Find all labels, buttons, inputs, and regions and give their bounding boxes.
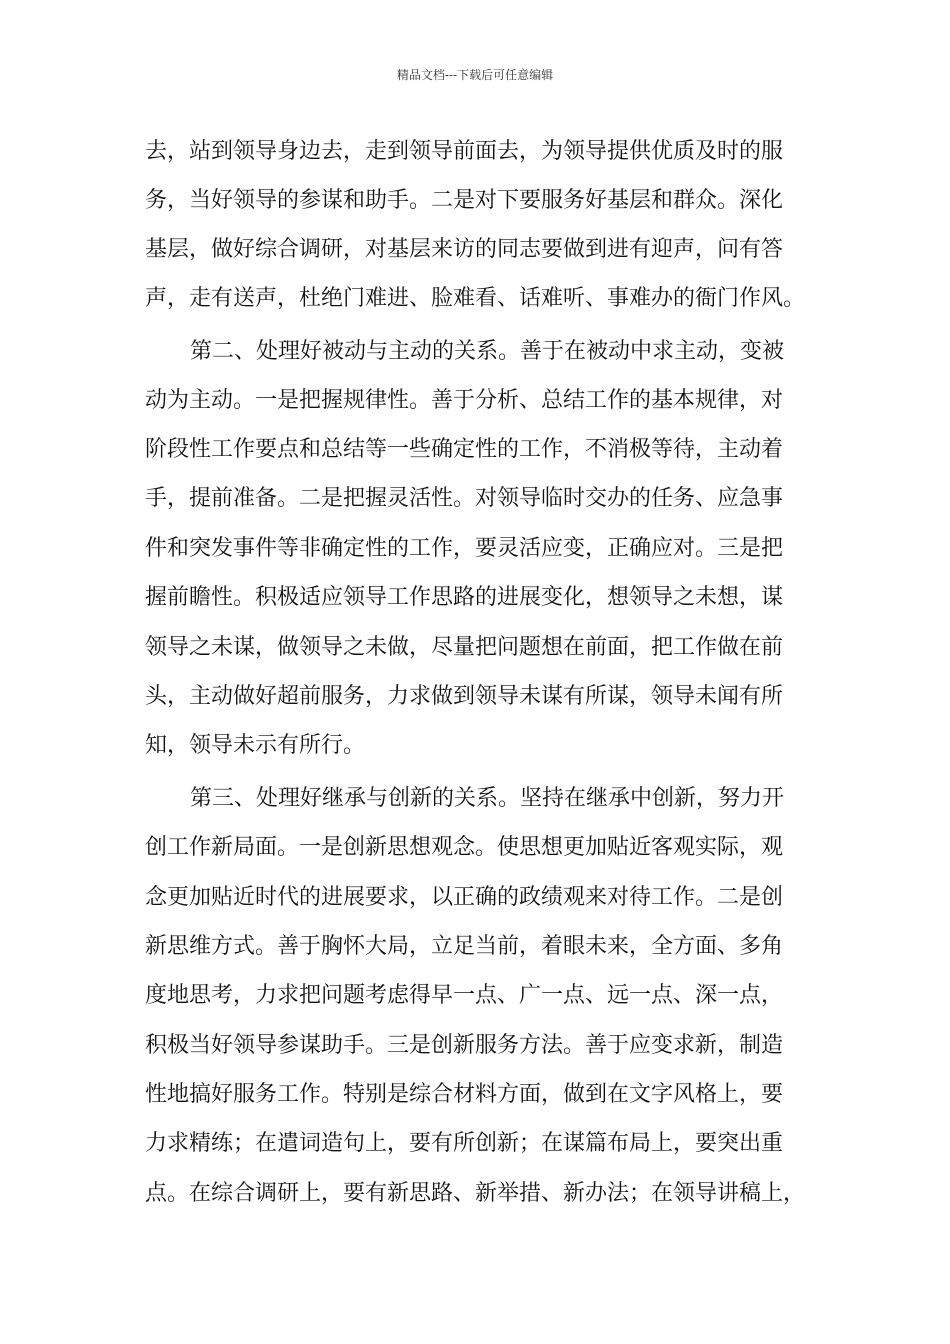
text-line: 动为主动。一是把握规律性。善于分析、总结工作的基本规律，对 xyxy=(145,388,784,413)
page-header: 精品文档---下载后可任意编辑 xyxy=(396,68,554,82)
text-line: 性地搞好服务工作。特别是综合材料方面，做到在文字风格上，要 xyxy=(145,1082,784,1107)
paragraph-first-line: 第三、处理好继承与创新的关系。坚持在继承中创新，努力开 xyxy=(190,786,785,811)
text-line: 件和突发事件等非确定性的工作，要灵活应变，正确应对。三是把 xyxy=(145,536,784,561)
text-line: 力求精练；在遣词造句上，要有所创新；在谋篇布局上，要突出重 xyxy=(145,1131,784,1156)
text-line: 创工作新局面。一是创新思想观念。使思想更加贴近客观实际，观 xyxy=(145,835,784,860)
text-line: 度地思考，力求把问题考虑得早一点、广一点、远一点、深一点， xyxy=(145,983,784,1008)
text-line: 去，站到领导身边去，走到领导前面去，为领导提供优质及时的服 xyxy=(145,139,784,164)
text-line: 声，走有送声，杜绝门难进、脸难看、话难听、事难办的衙门作风。 xyxy=(145,286,806,311)
text-line: 阶段性工作要点和总结等一些确定性的工作，不消极等待，主动着 xyxy=(145,437,784,462)
text-line: 知，领导未示有所行。 xyxy=(145,733,366,758)
text-line: 务，当好领导的参谋和助手。二是对下要服务好基层和群众。深化 xyxy=(145,188,784,213)
text-line: 新思维方式。善于胸怀大局，立足当前，着眼未来，全方面、多角 xyxy=(145,934,784,959)
text-line: 念更加贴近时代的进展要求，以正确的政绩观来对待工作。二是创 xyxy=(145,885,784,910)
text-line: 基层，做好综合调研，对基层来访的同志要做到进有迎声，问有答 xyxy=(145,237,784,262)
text-line: 握前瞻性。积极适应领导工作思路的进展变化，想领导之未想，谋 xyxy=(145,585,784,610)
text-line: 头，主动做好超前服务，力求做到领导未谋有所谋，领导未闻有所 xyxy=(145,684,784,709)
paragraph-first-line: 第二、处理好被动与主动的关系。善于在被动中求主动，变被 xyxy=(190,339,785,364)
text-line: 点。在综合调研上，要有新思路、新举措、新办法；在领导讲稿上， xyxy=(145,1181,806,1206)
text-line: 手，提前准备。二是把握灵活性。对领导临时交办的任务、应急事 xyxy=(145,486,784,511)
text-line: 领导之未谋，做领导之未做，尽量把问题想在前面，把工作做在前 xyxy=(145,635,784,660)
text-line: 积极当好领导参谋助手。三是创新服务方法。善于应变求新，制造 xyxy=(145,1033,784,1058)
